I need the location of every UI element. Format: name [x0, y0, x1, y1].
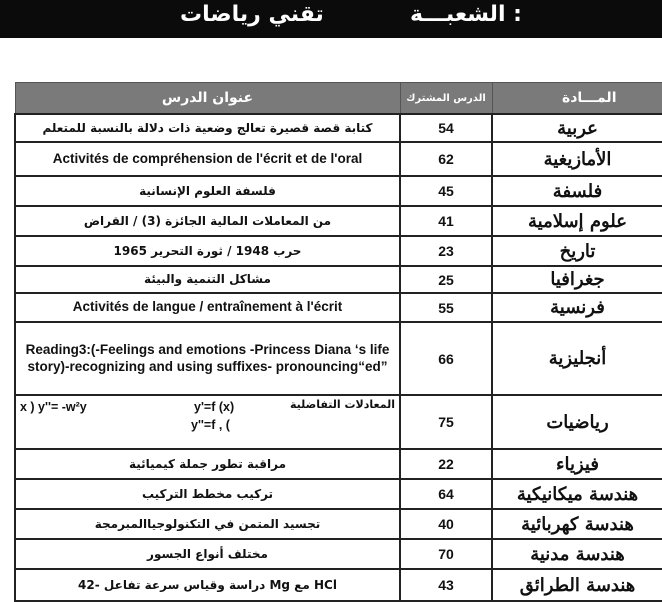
lesson-code: 40 — [400, 509, 492, 539]
table-row — [15, 479, 662, 509]
subject-name: رياضيات — [492, 395, 662, 449]
lesson-title: مراقبة تطور جملة كيميائية — [15, 449, 400, 479]
lesson-title: 42- دراسة وقياس سرعة تفاعل Mg مع HCl — [15, 569, 400, 601]
table-row — [15, 539, 662, 569]
table-row — [15, 322, 662, 395]
lesson-title: Reading3:(-Feelings and emotions -Princess Diana ‘s life story)-recognizing and using suffixes- pronouncing“ed” — [15, 322, 400, 395]
table-row — [15, 142, 662, 176]
lesson-code: 22 — [400, 449, 492, 479]
lesson-code: 54 — [400, 114, 492, 142]
lesson-code: 64 — [400, 479, 492, 509]
lesson-title: Activités de compréhension de l'écrit et de l'oral — [15, 142, 400, 176]
table-row — [15, 176, 662, 206]
lesson-title: فلسفة العلوم الإنسانية — [15, 176, 400, 206]
table-row — [15, 114, 662, 142]
lesson-code: 43 — [400, 569, 492, 601]
lesson-title: كتابة قصة قصيرة تعالج وضعية ذات دلالة بالنسبة للمتعلم — [15, 114, 400, 142]
subject-name: أنجليزية — [492, 322, 662, 395]
lesson-code: 23 — [400, 236, 492, 266]
lesson-title — [15, 395, 400, 449]
stream-label: الشعبـــة : — [410, 2, 522, 27]
lesson-code: 25 — [400, 266, 492, 293]
table-row — [15, 395, 662, 449]
table-row — [15, 449, 662, 479]
lesson-title: من المعاملات المالية الجائزة (3) / القراض — [15, 206, 400, 236]
header-common-lesson: الدرس المشترك — [400, 83, 492, 115]
header-lesson-title: عنوان الدرس — [15, 83, 400, 115]
subject-name: علوم إسلامية — [492, 206, 662, 236]
lesson-title: Activités de langue / entraînement à l'écrit — [15, 293, 400, 322]
subject-name: عربية — [492, 114, 662, 142]
subject-name: فرنسية — [492, 293, 662, 322]
lessons-table — [14, 82, 662, 602]
subject-name: هندسة ميكانيكية — [492, 479, 662, 509]
lesson-code: 75 — [400, 395, 492, 449]
equation-block — [16, 396, 399, 448]
header-banner — [0, 0, 662, 38]
equation-2: y'=f (x) — [194, 400, 235, 414]
table-row — [15, 569, 662, 601]
lesson-title: تجسيد المتمن في التكنولوجياالمبرمجة — [15, 509, 400, 539]
lesson-title: تركيب مخطط التركيب — [15, 479, 400, 509]
lesson-title: مشاكل التنمية والبيئة — [15, 266, 400, 293]
subject-name: الأمازيغية — [492, 142, 662, 176]
lesson-code: 70 — [400, 539, 492, 569]
lesson-title: حرب 1948 / ثورة التحرير 1965 — [15, 236, 400, 266]
table-row — [15, 236, 662, 266]
lesson-code: 45 — [400, 176, 492, 206]
subject-name: هندسة كهربائية — [492, 509, 662, 539]
table-row — [15, 293, 662, 322]
lesson-code: 41 — [400, 206, 492, 236]
table-row — [15, 206, 662, 236]
table-row — [15, 266, 662, 293]
lesson-code: 66 — [400, 322, 492, 395]
equation-1: x ) y''= -w²y — [20, 400, 87, 414]
subject-name: هندسة مدنية — [492, 539, 662, 569]
lesson-code: 62 — [400, 142, 492, 176]
lesson-title: مختلف أنواع الجسور — [15, 539, 400, 569]
header-subject: المـــادة — [492, 83, 662, 115]
equation-3: y''=f , ( — [191, 418, 230, 432]
subject-name: فلسفة — [492, 176, 662, 206]
table-row — [15, 509, 662, 539]
subject-name: فيزياء — [492, 449, 662, 479]
stream-name: تقني رياضات — [180, 2, 324, 27]
subject-name: جغرافيا — [492, 266, 662, 293]
lesson-code: 55 — [400, 293, 492, 322]
subject-name: تاريخ — [492, 236, 662, 266]
subject-name: هندسة الطرائق — [492, 569, 662, 601]
table-header-row — [15, 83, 662, 115]
equation-title: المعادلات التفاضلية — [289, 398, 395, 411]
